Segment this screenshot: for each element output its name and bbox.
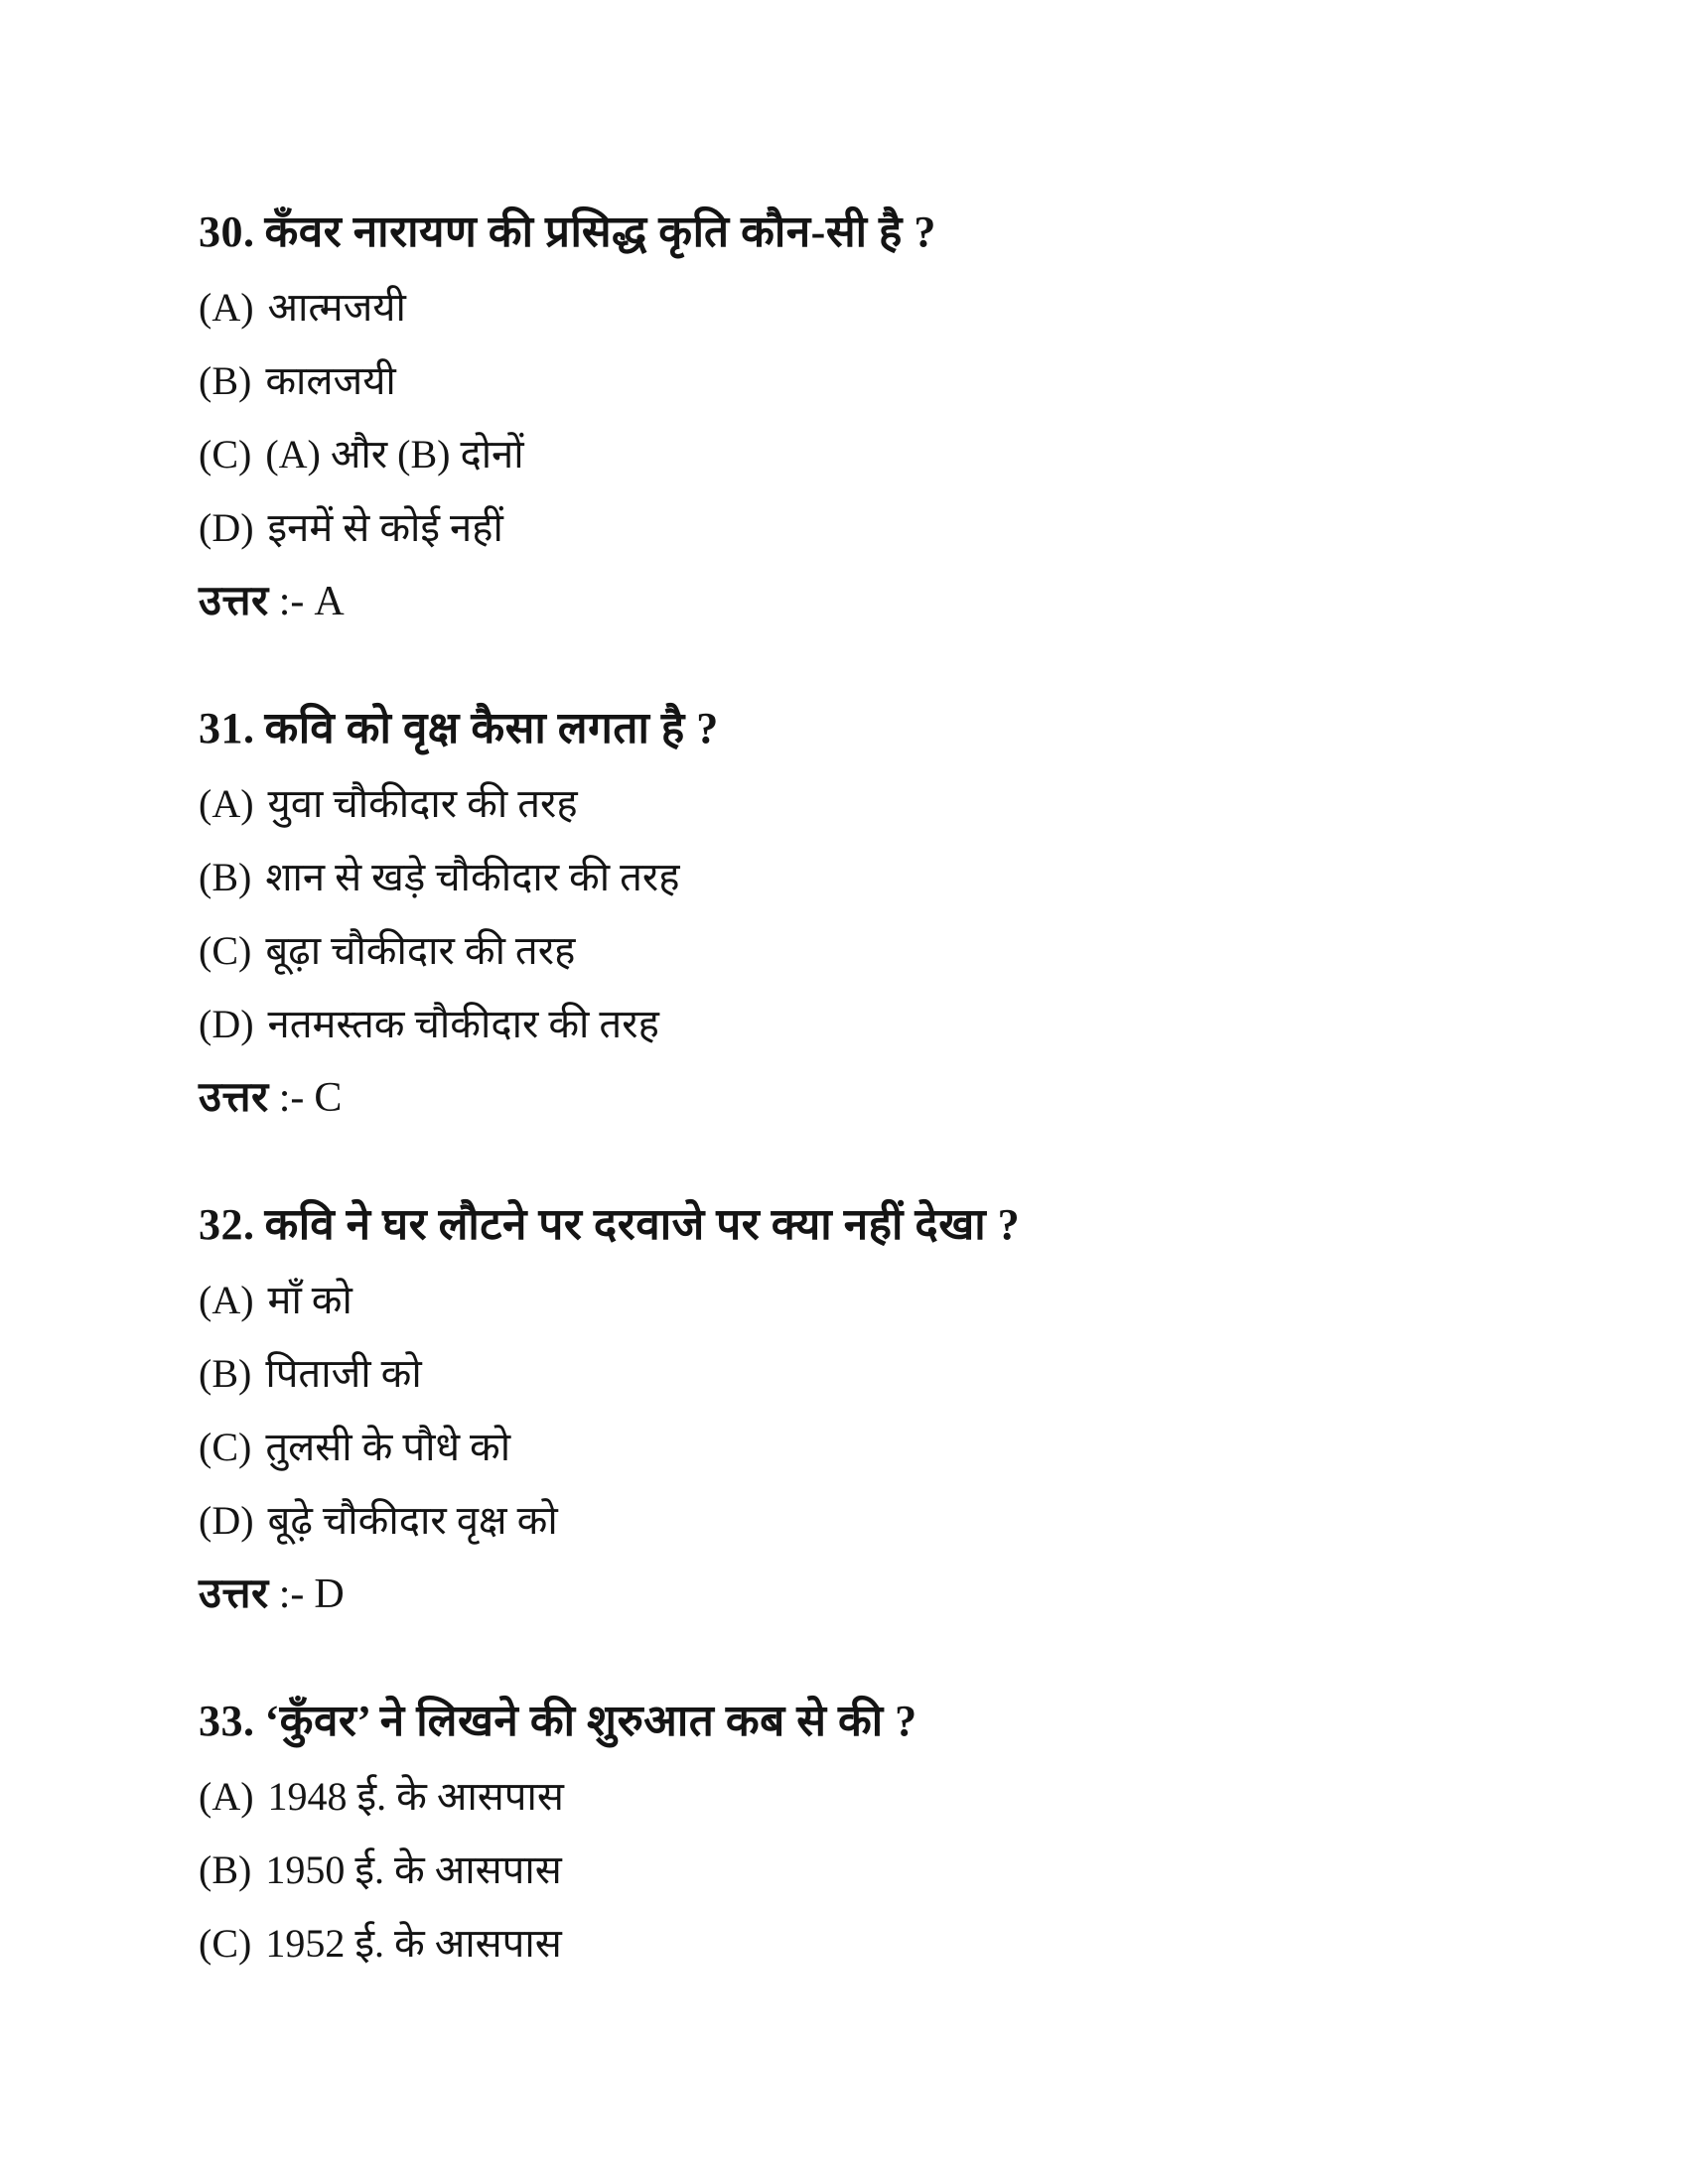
option-text: 1952 ई. के आसपास <box>265 1921 562 1966</box>
option-label: (C) <box>199 432 252 477</box>
option-c <box>199 1424 1569 1471</box>
option-a <box>199 284 1569 332</box>
option-text: बूढ़े चौकीदार वृक्ष को <box>267 1498 558 1543</box>
answer-label: उत्तर <box>199 1075 269 1121</box>
option-c <box>199 1920 1569 1968</box>
question-heading <box>199 705 1569 752</box>
answer-line <box>199 578 1569 625</box>
option-label: (A) <box>199 1278 254 1322</box>
option-b <box>199 1846 1569 1894</box>
option-label: (A) <box>199 781 254 826</box>
question-block-33 <box>199 1698 1569 1968</box>
option-label: (D) <box>199 505 254 550</box>
option-b <box>199 357 1569 405</box>
option-text: कालजयी <box>265 358 396 403</box>
question-number: 31. <box>199 704 255 752</box>
question-text: कवि को वृक्ष कैसा लगता है ? <box>264 704 719 752</box>
question-number: 33. <box>199 1697 255 1745</box>
answer-separator: :- <box>278 579 305 624</box>
answer-label: उत्तर <box>199 1571 269 1617</box>
option-text: शान से खड़े चौकीदार की तरह <box>265 855 680 899</box>
option-label: (A) <box>199 1774 254 1819</box>
answer-line <box>199 1074 1569 1122</box>
answer-line <box>199 1570 1569 1618</box>
answer-value: D <box>314 1571 345 1617</box>
answer-separator: :- <box>278 1075 305 1121</box>
option-a <box>199 1277 1569 1324</box>
option-text: (A) और (B) दोनों <box>265 432 524 477</box>
option-a <box>199 1773 1569 1821</box>
option-d <box>199 1497 1569 1545</box>
question-text: कवि ने घर लौटने पर दरवाजे पर क्या नहीं देखा ? <box>264 1200 1021 1249</box>
option-label: (C) <box>199 928 252 973</box>
option-label: (D) <box>199 1498 254 1543</box>
answer-separator: :- <box>278 1571 305 1617</box>
option-text: माँ को <box>267 1278 352 1322</box>
option-label: (B) <box>199 855 252 899</box>
answer-value: A <box>314 579 345 624</box>
option-text: 1948 ई. के आसपास <box>267 1774 564 1819</box>
question-block-32 <box>199 1201 1569 1618</box>
option-text: तुलसी के पौधे को <box>265 1425 511 1469</box>
question-heading <box>199 1698 1569 1745</box>
question-block-30 <box>199 208 1569 625</box>
option-label: (B) <box>199 1847 252 1892</box>
option-text: 1950 ई. के आसपास <box>265 1847 562 1892</box>
option-b <box>199 854 1569 901</box>
answer-value: C <box>314 1075 343 1121</box>
option-label: (A) <box>199 285 254 330</box>
question-number: 30. <box>199 207 255 256</box>
option-c <box>199 927 1569 975</box>
option-label: (D) <box>199 1002 254 1046</box>
question-text: कँवर नारायण की प्रसिद्ध कृति कौन-सी है ? <box>264 207 936 256</box>
option-text: नतमस्तक चौकीदार की तरह <box>267 1002 659 1046</box>
question-number: 32. <box>199 1200 255 1249</box>
option-label: (C) <box>199 1425 252 1469</box>
option-a <box>199 780 1569 828</box>
option-text: पिताजी को <box>265 1351 422 1396</box>
question-block-31 <box>199 705 1569 1122</box>
option-label: (B) <box>199 358 252 403</box>
option-text: बूढ़ा चौकीदार की तरह <box>265 928 576 973</box>
option-d <box>199 1001 1569 1048</box>
option-text: युवा चौकीदार की तरह <box>267 781 578 826</box>
answer-label: उत्तर <box>199 579 269 624</box>
option-text: आत्मजयी <box>267 285 406 330</box>
option-label: (B) <box>199 1351 252 1396</box>
question-heading <box>199 208 1569 256</box>
option-text: इनमें से कोई नहीं <box>267 505 503 550</box>
option-b <box>199 1350 1569 1398</box>
option-label: (C) <box>199 1921 252 1966</box>
option-c <box>199 431 1569 478</box>
question-heading <box>199 1201 1569 1249</box>
question-text: ‘कुँवर’ ने लिखने की शुरुआत कब से की ? <box>264 1697 917 1745</box>
option-d <box>199 504 1569 552</box>
